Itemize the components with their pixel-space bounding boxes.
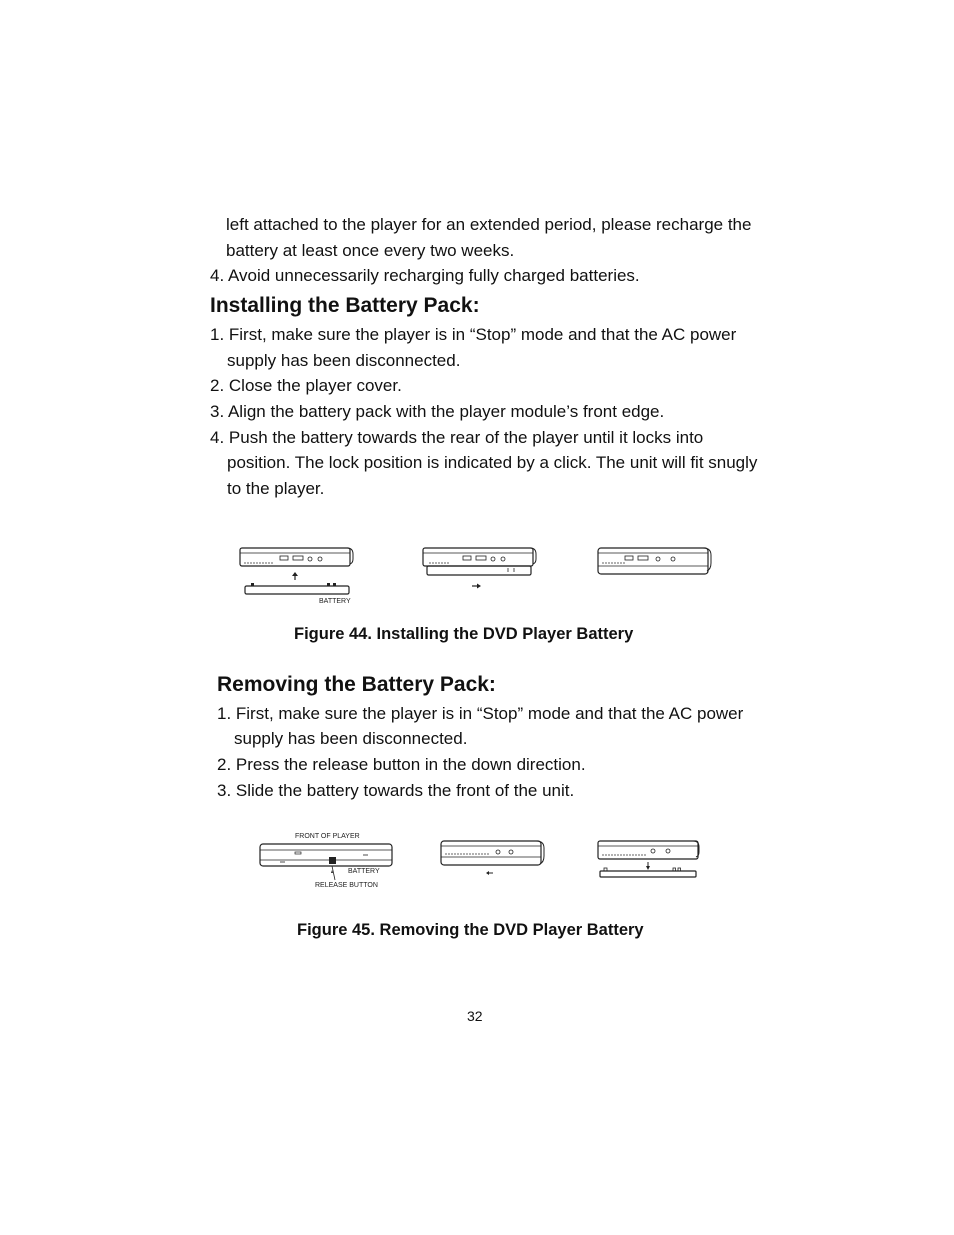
figure-44-step-2 [418,540,543,595]
list-item-continuation: to the player. [227,479,325,498]
list-item: 3. Slide the battery towards the front of the unit. [217,781,575,800]
front-of-player-label: FRONT OF PLAYER [295,833,360,840]
page-number: 32 [467,1008,483,1024]
list-item: 1. First, make sure the player is in “Stop” mode and that the AC power [217,704,744,723]
list-item-continuation: position. The lock position is indicated by a click. The unit will fit snugly [227,453,758,472]
intro-line: battery at least once every two weeks. [226,241,515,260]
figure-45-step-2 [436,833,551,881]
list-item: 4. Avoid unnecessarily recharging fully charged batteries. [210,266,640,285]
figure-44-caption: Figure 44. Installing the DVD Player Battery [294,625,634,643]
figure-45-step-1 [255,828,400,893]
release-button-label: RELEASE BUTTON [315,882,378,889]
figure-44-step-1 [235,540,360,608]
battery-label: BATTERY [348,868,380,875]
intro-line: left attached to the player for an extended period, please recharge the [226,215,752,234]
list-item: 4. Push the battery towards the rear of the player until it locks into [210,428,704,447]
battery-label: BATTERY [319,598,351,605]
list-item: 1. First, make sure the player is in “Stop” mode and that the AC power [210,325,737,344]
list-item-continuation: supply has been disconnected. [227,351,461,370]
section-heading-removing: Removing the Battery Pack: [217,673,496,696]
figure-45-step-3 [593,833,703,883]
figure-45-caption: Figure 45. Removing the DVD Player Battery [297,921,644,939]
figure-44-step-3 [593,540,718,585]
section-heading-installing: Installing the Battery Pack: [210,294,480,317]
list-item-continuation: supply has been disconnected. [234,729,468,748]
list-item: 2. Close the player cover. [210,376,402,395]
list-item: 2. Press the release button in the down direction. [217,755,586,774]
list-item: 3. Align the battery pack with the player module’s front edge. [210,402,665,421]
